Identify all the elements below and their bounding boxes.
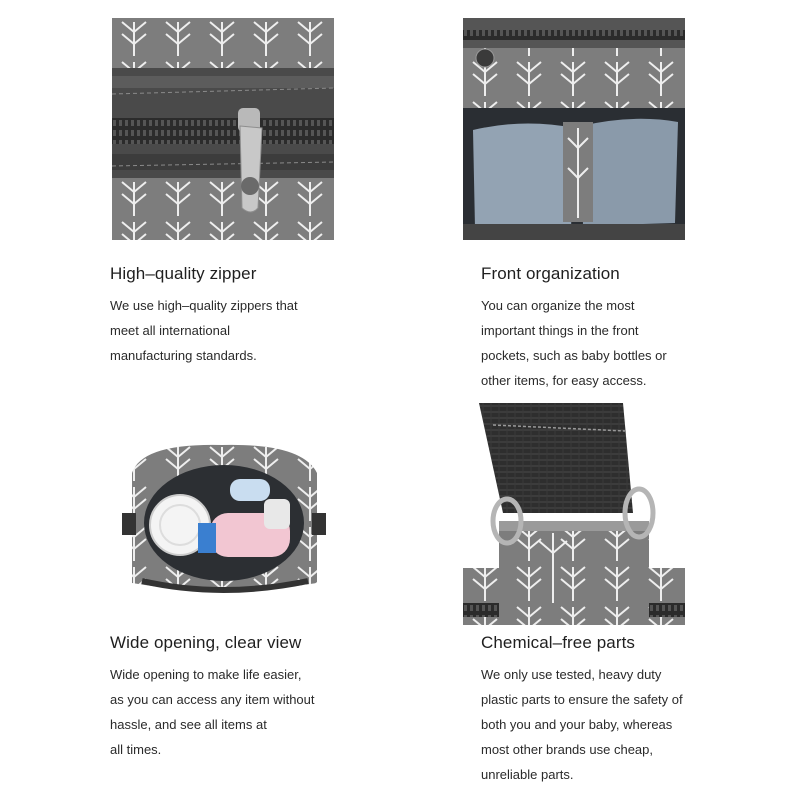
feature-title: Wide opening, clear view — [110, 633, 302, 652]
feature-description — [110, 662, 350, 762]
feature-front-organization — [481, 264, 721, 393]
description-line: as you can access any item without — [110, 692, 315, 707]
description-line: You can organize the most — [481, 298, 635, 313]
front-pocket-photo — [463, 18, 685, 240]
description-line: both you and your baby, whereas — [481, 717, 673, 732]
zipper-photo — [112, 18, 334, 240]
feature-description — [110, 293, 350, 368]
feature-title: Chemical–free parts — [481, 633, 636, 652]
description-line: other items, for easy access. — [481, 373, 647, 388]
description-line: pockets, such as baby bottles or — [481, 348, 667, 363]
description-line: important things in the front — [481, 323, 639, 338]
wide-opening-photo — [112, 403, 334, 625]
description-line: Wide opening to make life easier, — [110, 667, 302, 682]
description-line: hassle, and see all items at — [110, 717, 267, 732]
strap-parts-photo — [463, 403, 685, 625]
feature-zipper — [110, 264, 350, 368]
feature-title: Front organization — [481, 264, 620, 283]
description-line: We use high–quality zippers that — [110, 298, 298, 313]
description-line: all times. — [110, 742, 162, 757]
description-line: most other brands use cheap, — [481, 742, 653, 757]
feature-title: High–quality zipper — [110, 264, 257, 283]
description-line: plastic parts to ensure the safety of — [481, 692, 683, 707]
feature-wide-opening — [110, 633, 350, 762]
description-line: manufacturing standards. — [110, 348, 257, 363]
feature-chemical-free — [481, 633, 721, 787]
description-line: meet all international — [110, 323, 230, 338]
description-line: We only use tested, heavy duty — [481, 667, 662, 682]
feature-description — [481, 662, 721, 787]
description-line: unreliable parts. — [481, 767, 574, 782]
feature-description — [481, 293, 721, 393]
